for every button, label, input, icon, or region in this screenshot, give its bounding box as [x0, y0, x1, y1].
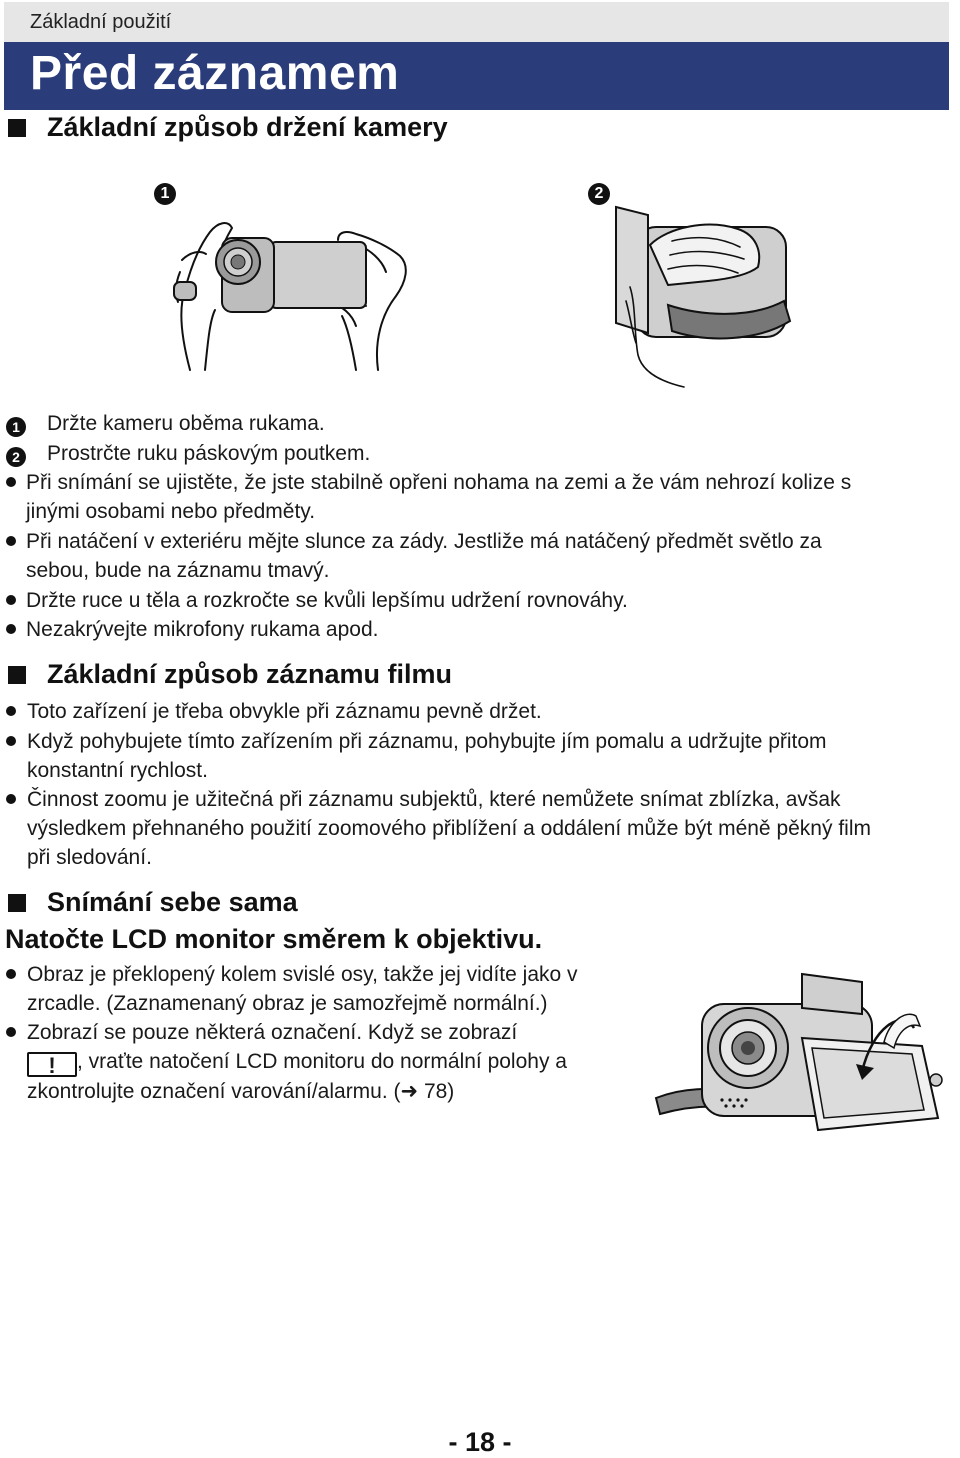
- section-heading-recording: [8, 659, 452, 690]
- bullet-line: Při snímání se ujistěte, že jste stabilně opřeni nohama na zemi a že vám nehrozí kolize s: [26, 471, 852, 494]
- bullet-line: Činnost zoomu je užitečná při záznamu subjektů, které nemůžete snímat zblízka, avšak: [27, 788, 841, 811]
- bullet-item: [27, 697, 542, 726]
- bullet-line: Toto zařízení je třeba obvykle při záznamu pevně držet.: [27, 700, 542, 723]
- bullet-item: [27, 960, 578, 1018]
- number-badge: 2: [6, 447, 26, 467]
- breadcrumb-bar: [4, 2, 949, 42]
- bullet-dot-icon: [6, 595, 16, 605]
- section-heading-text: Základní způsob držení kamery: [47, 112, 448, 142]
- camera-two-hands-illustration: [160, 210, 430, 380]
- bullet-line: jinými osobami nebo předměty.: [26, 500, 316, 523]
- numbered-item-text: Držte kameru oběma rukama.: [47, 412, 325, 435]
- title-bar: [4, 42, 949, 110]
- instruction-subheading: Natočte LCD monitor směrem k objektivu.: [5, 924, 543, 954]
- bullet-line: sebou, bude na záznamu tmavý.: [26, 559, 330, 582]
- section-heading-text: Základní způsob záznamu filmu: [47, 659, 453, 689]
- bullet-item: [27, 727, 827, 785]
- bullet-dot-icon: [6, 1027, 16, 1037]
- bullet-line: Nezakrývejte mikrofony rukama apod.: [26, 618, 379, 641]
- camera-strap-illustration: [608, 205, 798, 390]
- bullet-line: Držte ruce u těla a rozkročte se kvůli lepšímu udržení rovnováhy.: [26, 589, 628, 612]
- square-bullet-icon: [8, 119, 26, 137]
- breadcrumb: Základní použití: [30, 11, 172, 33]
- bullet-dot-icon: [6, 477, 16, 487]
- bullet-line: výsledkem přehnaného použití zoomového přiblížení a oddálení může být méně pěkný film: [27, 817, 871, 840]
- bullet-dot-icon: [6, 624, 16, 634]
- camera-lcd-rotated-illustration: [652, 968, 952, 1140]
- numbered-item-text: Prostrčte ruku páskovým poutkem.: [47, 442, 371, 465]
- bullet-item: [27, 785, 871, 872]
- bullet-line: [27, 1047, 567, 1077]
- warning-icon: !: [27, 1052, 77, 1077]
- bullet-line: zrcadle. (Zaznamenaný obraz je samozřejmě normální.): [27, 992, 548, 1015]
- figure-badge-2: 2: [588, 183, 610, 205]
- number-badge: 1: [6, 417, 26, 437]
- bullet-item: [26, 468, 851, 526]
- numbered-item-1: [6, 409, 325, 438]
- bullet-dot-icon: [6, 794, 16, 804]
- bullet-dot-icon: [6, 736, 16, 746]
- bullet-item: [26, 586, 628, 615]
- section-heading-self-recording: [8, 887, 298, 918]
- numbered-item-2: [6, 439, 370, 468]
- bullet-line: Obraz je překlopený kolem svislé osy, takže jej vidíte jako v: [27, 963, 578, 986]
- bullet-line-text: , vraťte natočení LCD monitoru do normální polohy a: [77, 1050, 567, 1073]
- bullet-line: Když pohybujete tímto zařízením při záznamu, pohybujte jím pomalu a udržujte přitom: [27, 730, 827, 753]
- figure-badge-1: 1: [154, 183, 176, 205]
- bullet-line: Zobrazí se pouze některá označení. Když se zobrazí: [27, 1021, 518, 1044]
- bullet-line: při sledování.: [27, 846, 152, 869]
- square-bullet-icon: [8, 666, 26, 684]
- bullet-item: [26, 527, 822, 585]
- bullet-dot-icon: [6, 536, 16, 546]
- section-heading-holding: [8, 112, 448, 143]
- page-number: - 18 -: [448, 1427, 512, 1457]
- section-heading-text: Snímání sebe sama: [47, 887, 298, 917]
- bullet-line: konstantní rychlost.: [27, 759, 208, 782]
- bullet-item: [27, 1018, 567, 1106]
- bullet-dot-icon: [6, 969, 16, 979]
- bullet-line: Při natáčení v exteriéru mějte slunce za zády. Jestliže má natáčený předmět světlo za: [26, 530, 822, 553]
- square-bullet-icon: [8, 894, 26, 912]
- page-title: Před záznamem: [30, 47, 400, 100]
- bullet-line: zkontrolujte označení varování/alarmu. (➜ 78): [27, 1080, 455, 1103]
- bullet-item: [26, 615, 378, 644]
- bullet-dot-icon: [6, 706, 16, 716]
